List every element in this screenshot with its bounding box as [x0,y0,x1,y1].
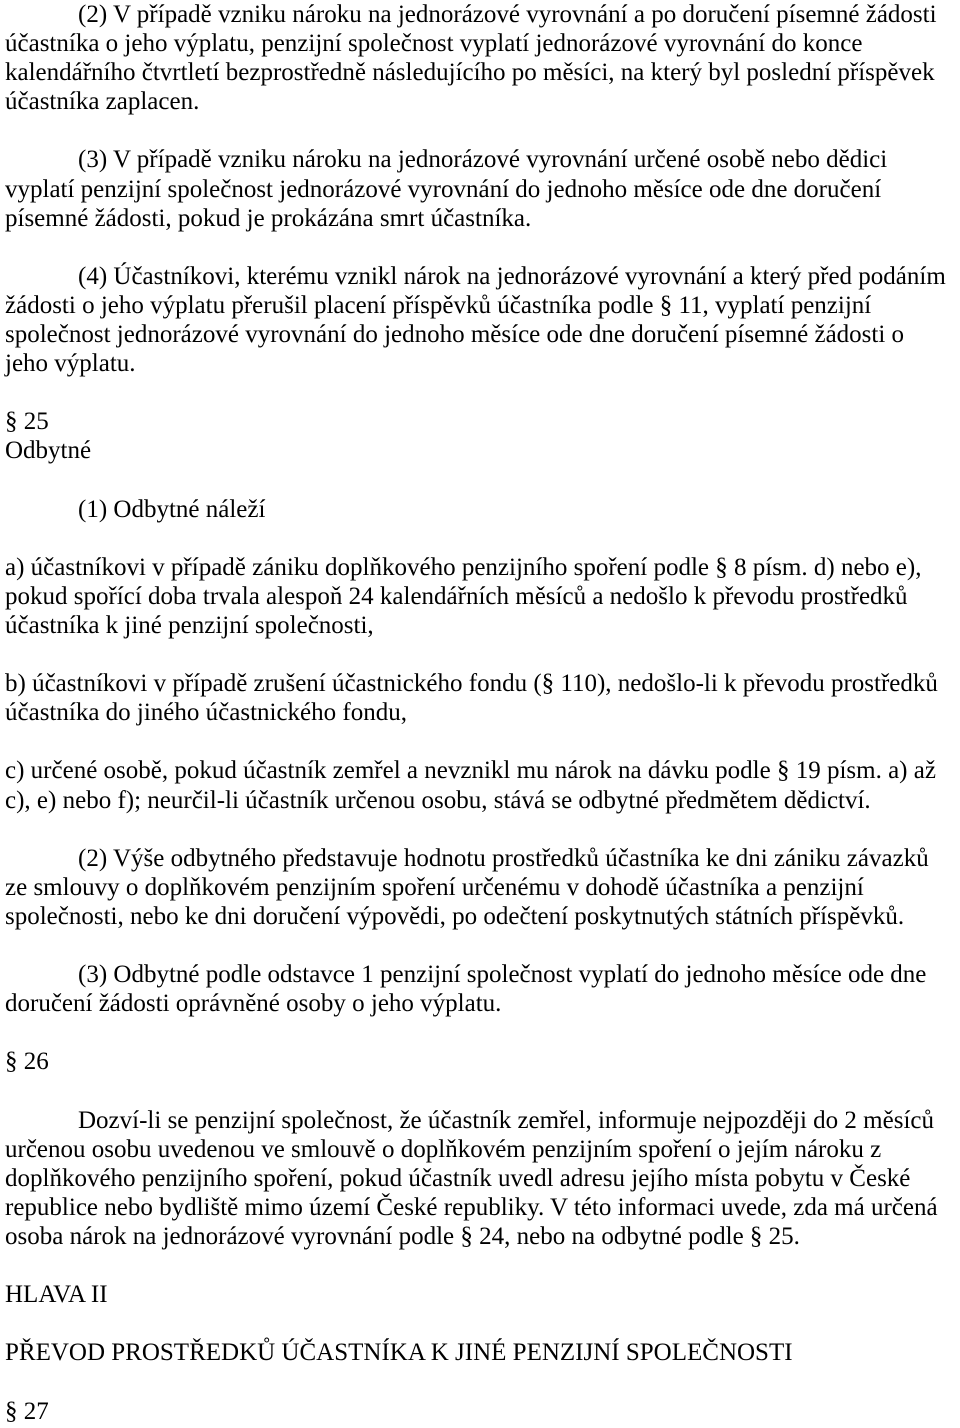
paragraph-line: (3) Odbytné podle odstavce 1 penzijní společnost vyplatí do jednoho měsíce ode dne [78,961,927,989]
paragraph [5,145,960,232]
paragraph-line: účastníka o jeho výplatu, penzijní společnost vyplatí jednorázové vyrovnání do konce [5,30,863,58]
list-item-line: účastníka k jiné penzijní společnosti, [5,611,374,639]
list-item-line: a) účastníkovi v případě zániku doplňkového penzijního spoření podle § 8 písm. d) nebo e), [5,553,922,581]
chapter-heading [5,1280,960,1309]
paragraph-line: společnost jednorázové vyrovnání do jednoho měsíce ode dne doručení písemné žádosti o [5,321,905,349]
paragraph-line: společnosti, nebo ke dni doručení výpovědi, po odečtení poskytnutých státních příspěvků. [5,902,905,930]
paragraph-line: ze smlouvy o doplňkovém penzijním spoření určenému v dohodě účastníka a penzijní [5,873,864,901]
paragraph-line: doručení žádosti oprávněné osoby o jeho výplatu. [5,990,502,1018]
section-heading [5,1047,960,1076]
paragraph [5,844,960,931]
section-number: § 25 [5,408,49,436]
paragraph-line: vyplatí penzijní společnost jednorázové vyrovnání do jednoho měsíce ode dne doručení [5,175,882,203]
paragraph-line: (2) V případě vzniku nároku na jednorázové vyrovnání a po doručení písemné žádosti [78,1,937,28]
paragraph-line: (1) Odbytné náleží [78,495,266,523]
paragraph-line: jeho výplatu. [5,350,136,378]
section-number: § 27 [5,1397,49,1425]
paragraph [5,495,960,524]
paragraph [5,1106,960,1251]
section-heading [5,407,960,465]
chapter-title: PŘEVOD PROSTŘEDKŮ ÚČASTNÍKA K JINÉ PENZIJNÍ SPOLEČNOSTI [5,1339,793,1367]
list-item-line: c), e) nebo f); neurčil-li účastník určenou osobu, stává se odbytné předmětem dědictví. [5,786,871,814]
chapter-label: HLAVA II [5,1281,108,1309]
paragraph-line: určenou osobu uvedenou ve smlouvě o doplňkovém penzijním spoření o jejím nároku z [5,1135,882,1163]
list-item-line: c) určené osobě, pokud účastník zemřel a nevznikl mu nárok na dávku podle § 19 písm. a) až [5,757,936,785]
section-heading [5,1397,960,1426]
paragraph-line: Dozví-li se penzijní společnost, že účastník zemřel, informuje nejpozději do 2 měsíců [78,1106,934,1134]
paragraph-line: (2) Výše odbytného představuje hodnotu prostředků účastníka ke dni zániku závazků [78,844,929,872]
paragraph-line: (4) Účastníkovi, kterému vznikl nárok na jednorázové vyrovnání a který před podáním [78,262,946,290]
list-item-line: pokud spořící doba trvala alespoň 24 kalendářních měsíců a nedošlo k převodu prostředků [5,582,908,610]
section-title: Odbytné [5,437,92,465]
section-number: § 26 [5,1048,49,1076]
list-item [5,756,960,814]
list-item-line: účastníka do jiného účastnického fondu, [5,699,407,727]
paragraph-line: písemné žádosti, pokud je prokázána smrt účastníka. [5,204,532,232]
chapter-title-block [5,1338,960,1367]
paragraph [5,262,960,378]
paragraph [5,960,960,1018]
list-item [5,553,960,640]
paragraph-line: žádosti o jeho výplatu přerušil placení příspěvků účastníka podle § 11, vyplatí penzijní [5,291,872,319]
paragraph-line: osoba nárok na jednorázové vyrovnání podle § 24, nebo na odbytné podle § 25. [5,1222,800,1250]
paragraph-line: (3) V případě vzniku nároku na jednorázové vyrovnání určené osobě nebo dědici [78,146,888,174]
paragraph-line: kalendářního čtvrtletí bezprostředně následujícího po měsíci, na který byl poslední příspěvek [5,59,935,87]
paragraph-line: republice nebo bydliště mimo území České republiky. V této informaci uvede, zda má určená [5,1193,938,1221]
paragraph-line: doplňkového penzijního spoření, pokud účastník uvedl adresu jejího místa pobytu v České [5,1164,911,1192]
list-item-line: b) účastníkovi v případě zrušení účastnického fondu (§ 110), nedošlo-li k převodu prostředků [5,670,938,698]
paragraph-line: účastníka zaplacen. [5,88,200,116]
list-item [5,669,960,727]
paragraph [5,0,960,116]
